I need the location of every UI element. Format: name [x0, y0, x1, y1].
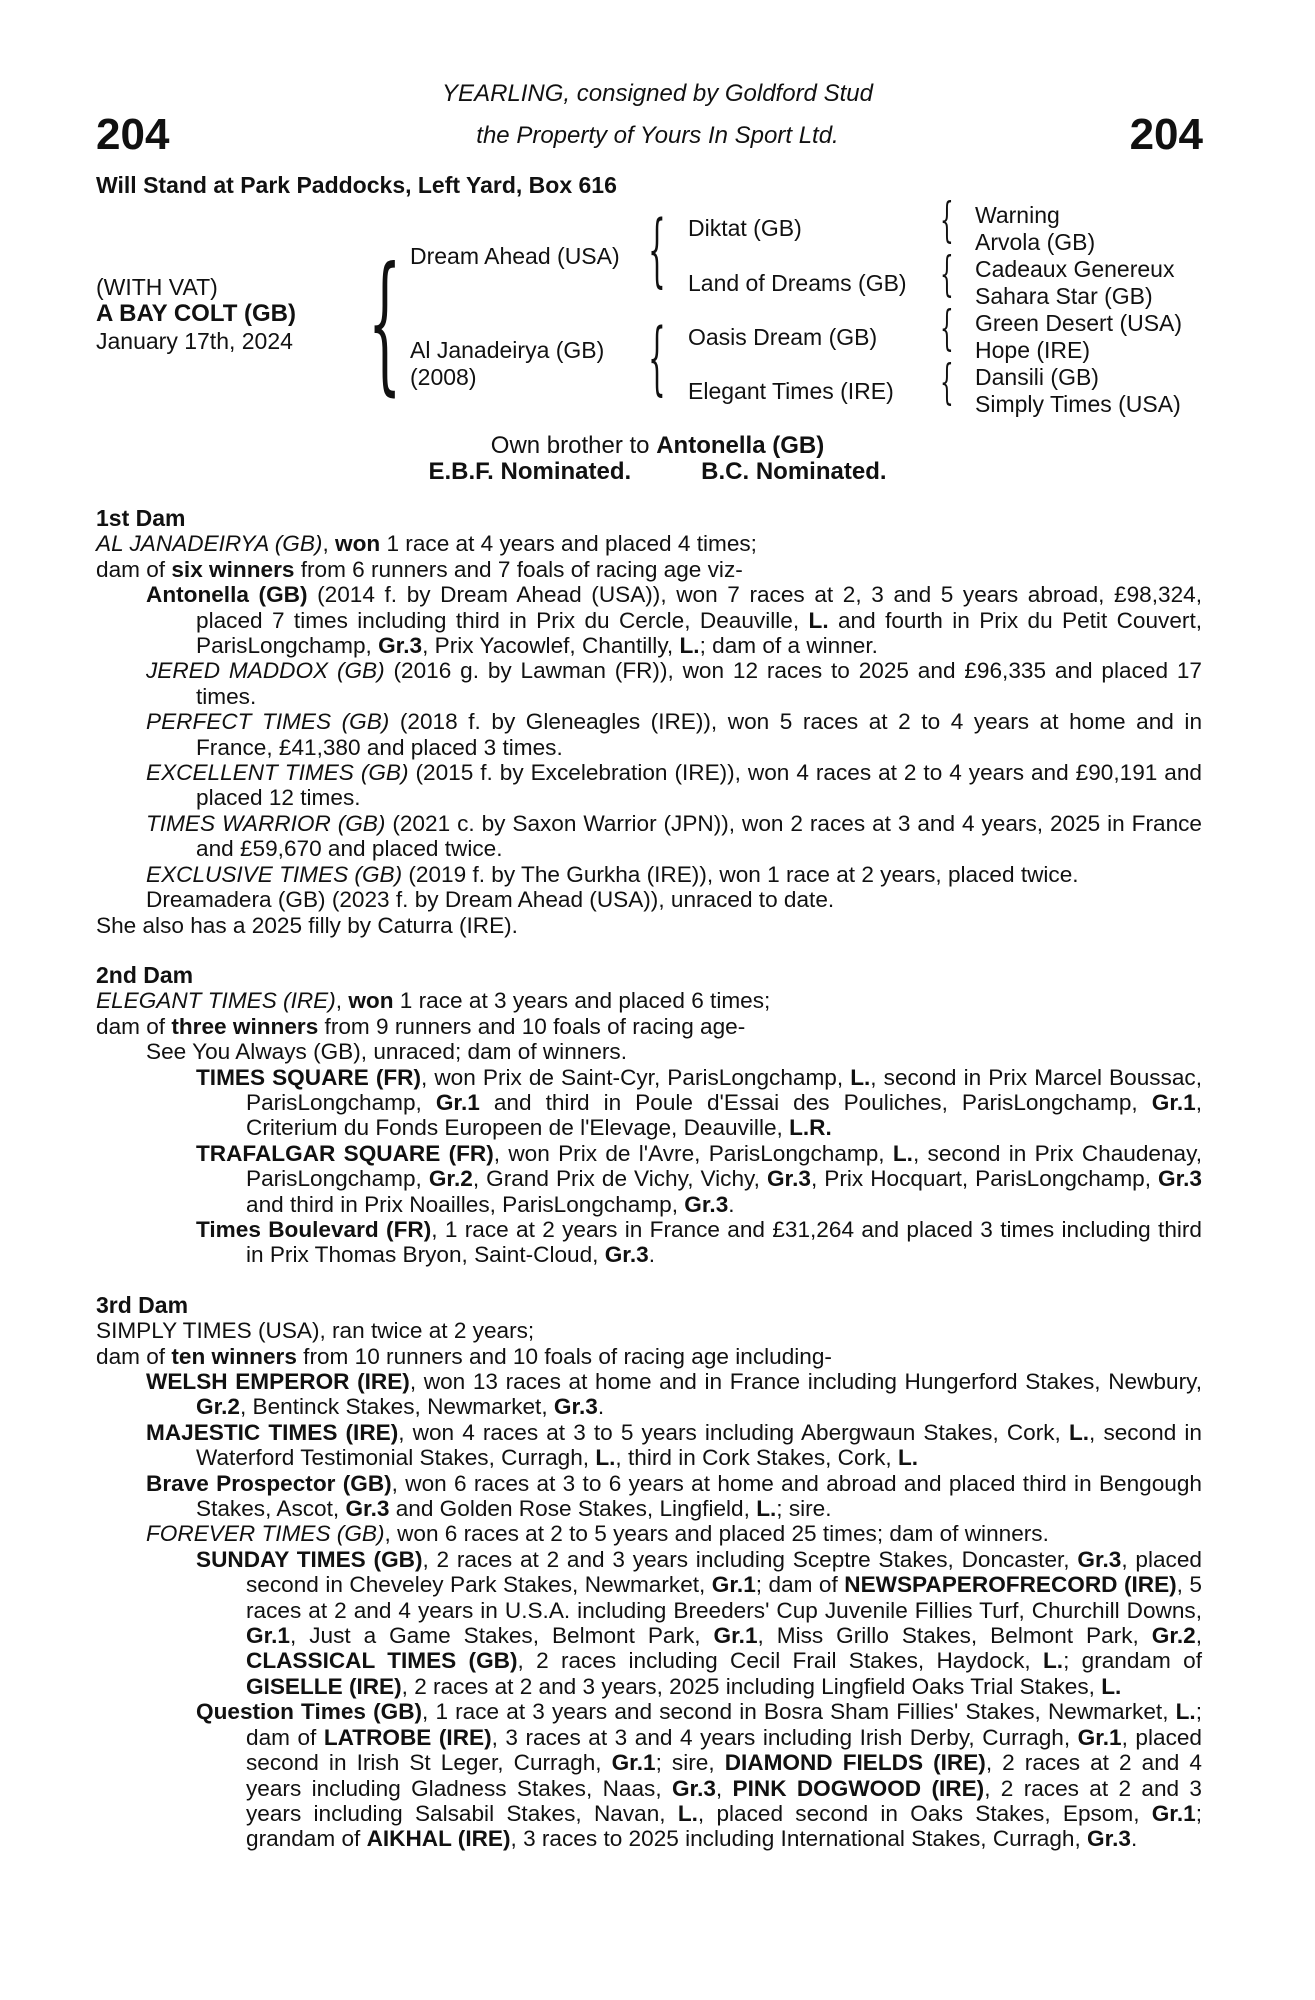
pedigree-brace-main: {: [368, 236, 402, 410]
lot-number-left: 204: [96, 110, 170, 159]
pedigree-ggd-1: Arvola (GB): [975, 229, 1096, 255]
stand-location: Will Stand at Park Paddocks, Left Yard, Box 616: [96, 172, 617, 198]
produce-entry: WELSH EMPEROR (IRE), won 13 races at home and in France including Hungerford Stakes, Newbury, Gr.2, Bentinck Stakes, Newmarket, Gr.3.: [146, 1369, 1202, 1420]
pedigree-ggs-4: Dansili (GB): [975, 364, 1099, 390]
own-brother-line: Own brother to Antonella (GB): [490, 432, 825, 459]
second-dam-produce: dam of three winners from 9 runners and 10 foals of racing age-: [96, 1013, 746, 1039]
third-dam-heading: 3rd Dam: [96, 1291, 189, 1318]
third-dam-line: SIMPLY TIMES (USA), ran twice at 2 years;: [96, 1318, 535, 1344]
produce-entry: TIMES WARRIOR (GB) (2021 c. by Saxon Warrior (JPN)), won 2 races at 3 and 4 years, 2025 in France and £59,670 and placed twice.: [146, 810, 1202, 862]
pedigree-ggs-2: Cadeaux Genereux: [975, 256, 1175, 282]
pedigree-sire-sire: Diktat (GB): [688, 215, 802, 241]
pedigree-brace-g1: {: [940, 192, 954, 248]
produce-note: She also has a 2025 filly by Caturra (IRE).: [96, 912, 518, 938]
produce-entry: EXCELLENT TIMES (GB) (2015 f. by Excelebration (IRE)), won 4 races at 2 to 4 years and £90,191 and placed 12 times.: [146, 760, 1202, 811]
pedigree-ggd-2: Sahara Star (GB): [975, 283, 1153, 309]
produce-entry: Brave Prospector (GB), won 6 races at 3 to 6 years at home and abroad and placed third in Bengough Stakes, Ascot, Gr.3 and Golden Rose Stakes, Lingfield, L.; sire.: [146, 1470, 1202, 1522]
pedigree-brace-dam: {: [648, 311, 666, 404]
pedigree-dam-dam: Elegant Times (IRE): [688, 378, 894, 404]
produce-entry: Question Times (GB), 1 race at 3 years and second in Bosra Sham Fillies' Stakes, Newmarket, L.; dam of LATROBE (IRE), 3 races at 3 and 4 years including Irish Derby, Curragh, Gr.1, placed second in Irish St Leger, Curragh, Gr.1; sire, DIAMOND FIELDS (IRE), 2 races at 2 and 4 years including Gladness Stakes, Naas, Gr.3, PINK DOGWOOD (IRE), 2 races at 2 and 3 years including Salsabil Stakes, Navan, L., placed second in Oaks Stakes, Epsom, Gr.1; grandam of AIKHAL (IRE), 3 races to 2025 including International Stakes, Curragh, Gr.3.: [196, 1699, 1202, 1852]
nominations: E.B.F. Nominated. B.C. Nominated.: [428, 458, 887, 485]
produce-entry: SUNDAY TIMES (GB), 2 races at 2 and 3 years including Sceptre Stakes, Doncaster, Gr.3, placed second in Cheveley Park Stakes, Newmarket, Gr.1; dam of NEWSPAPEROFRECORD (IRE), 5 races at 2 and 4 years in U.S.A. including Breeders' Cup Juvenile Fillies Turf, Churchill Downs, Gr.1, Just a Game Stakes, Belmont Park, Gr.1, Miss Grillo Stakes, Belmont Park, Gr.2, CLASSICAL TIMES (GB), 2 races including Cecil Frail Stakes, Haydock, L.; grandam of GISELLE (IRE), 2 races at 2 and 3 years, 2025 including Lingfield Oaks Trial Stakes, L.: [196, 1546, 1202, 1699]
third-dam-produce: dam of ten winners from 10 runners and 10 foals of racing age including-: [96, 1343, 832, 1369]
catalogue-body: [96, 506, 1202, 1852]
pedigree-dam: Al Janadeirya (GB): [410, 337, 605, 363]
lot-number-right: 204: [1129, 110, 1203, 159]
horse-name: A BAY COLT (GB): [96, 300, 297, 327]
produce-entry: JERED MADDOX (GB) (2016 g. by Lawman (FR)), won 12 races to 2025 and £96,335 and placed 17 times.: [146, 658, 1202, 709]
second-dam-heading: 2nd Dam: [96, 961, 194, 988]
first-dam-heading: 1st Dam: [96, 505, 186, 531]
produce-entry: MAJESTIC TIMES (IRE), won 4 races at 3 to 5 years including Abergwaun Stakes, Cork, L., second in Waterford Testimonial Stakes, Curragh, L., third in Cork Stakes, Cork, L.: [146, 1419, 1203, 1471]
pedigree-sire: Dream Ahead (USA): [410, 243, 620, 269]
produce-entry: See You Always (GB), unraced; dam of winners.: [146, 1039, 627, 1065]
produce-entry: TRAFALGAR SQUARE (FR), won Prix de l'Avre, ParisLongchamp, L., second in Prix Chaudenay, ParisLongchamp, Gr.2, Grand Prix de Vichy, Vichy, Gr.3, Prix Hocquart, ParisLongchamp, Gr.3 and third in Prix Noailles, ParisLongchamp, Gr.3.: [196, 1140, 1202, 1217]
vendor-line: the Property of Yours In Sport Ltd.: [476, 122, 839, 149]
pedigree-brace-g4: {: [940, 354, 954, 410]
pedigree-ggs-3: Green Desert (USA): [975, 310, 1183, 336]
first-dam-produce: dam of six winners from 6 runners and 7 foals of racing age viz-: [96, 556, 743, 582]
pedigree-brace-g3: {: [940, 300, 954, 356]
pedigree-ggd-3: Hope (IRE): [975, 337, 1091, 363]
pedigree-ggd-4: Simply Times (USA): [975, 391, 1181, 417]
produce-entry: TIMES SQUARE (FR), won Prix de Saint-Cyr, ParisLongchamp, L., second in Prix Marcel Boussac, ParisLongchamp, Gr.1 and third in Poule d'Essai des Pouliches, ParisLongchamp, Gr.1, Criterium du Fonds Europeen de l'Elevage, Deauville, L.R.: [196, 1064, 1202, 1141]
consignor-line: YEARLING, consigned by Goldford Stud: [442, 80, 873, 107]
pedigree-dam-sire: Oasis Dream (GB): [688, 324, 878, 350]
pedigree-dam-year: (2008): [410, 364, 477, 390]
produce-entry: PERFECT TIMES (GB) (2018 f. by Gleneagles (IRE)), won 5 races at 2 to 4 years at home and in France, £41,380 and placed 3 times.: [146, 709, 1203, 760]
produce-entry: Antonella (GB) (2014 f. by Dream Ahead (USA)), won 7 races at 2, 3 and 5 years abroad, £98,324, placed 7 times including third in Prix du Cercle, Deauville, L. and fourth in Prix du Petit Couvert, ParisLongchamp, Gr.3, Prix Yacowlef, Chantilly, L.; dam of a winner.: [146, 582, 1202, 659]
pedigree-ggs-1: Warning: [975, 202, 1060, 228]
first-dam-line: AL JANADEIRYA (GB), won 1 race at 4 years and placed 4 times;: [96, 531, 757, 557]
vat-note: (WITH VAT): [96, 274, 218, 300]
produce-entry: Times Boulevard (FR), 1 race at 2 years in France and £31,264 and placed 3 times including third in Prix Thomas Bryon, Saint-Cloud, Gr.3.: [196, 1216, 1202, 1268]
produce-entry: EXCLUSIVE TIMES (GB) (2019 f. by The Gurkha (IRE)), won 1 race at 2 years, placed twice.: [146, 861, 1079, 887]
pedigree-sire-dam: Land of Dreams (GB): [688, 270, 907, 296]
pedigree-brace-g2: {: [940, 246, 954, 302]
produce-entry: Dreamadera (GB) (2023 f. by Dream Ahead (USA)), unraced to date.: [146, 887, 835, 913]
second-dam-line: ELEGANT TIMES (IRE), won 1 race at 3 years and placed 6 times;: [96, 988, 771, 1014]
produce-entry: FOREVER TIMES (GB), won 6 races at 2 to 5 years and placed 25 times; dam of winners.: [146, 1521, 1049, 1547]
foaling-date: January 17th, 2024: [96, 328, 293, 354]
pedigree-brace-sire: {: [648, 203, 666, 296]
